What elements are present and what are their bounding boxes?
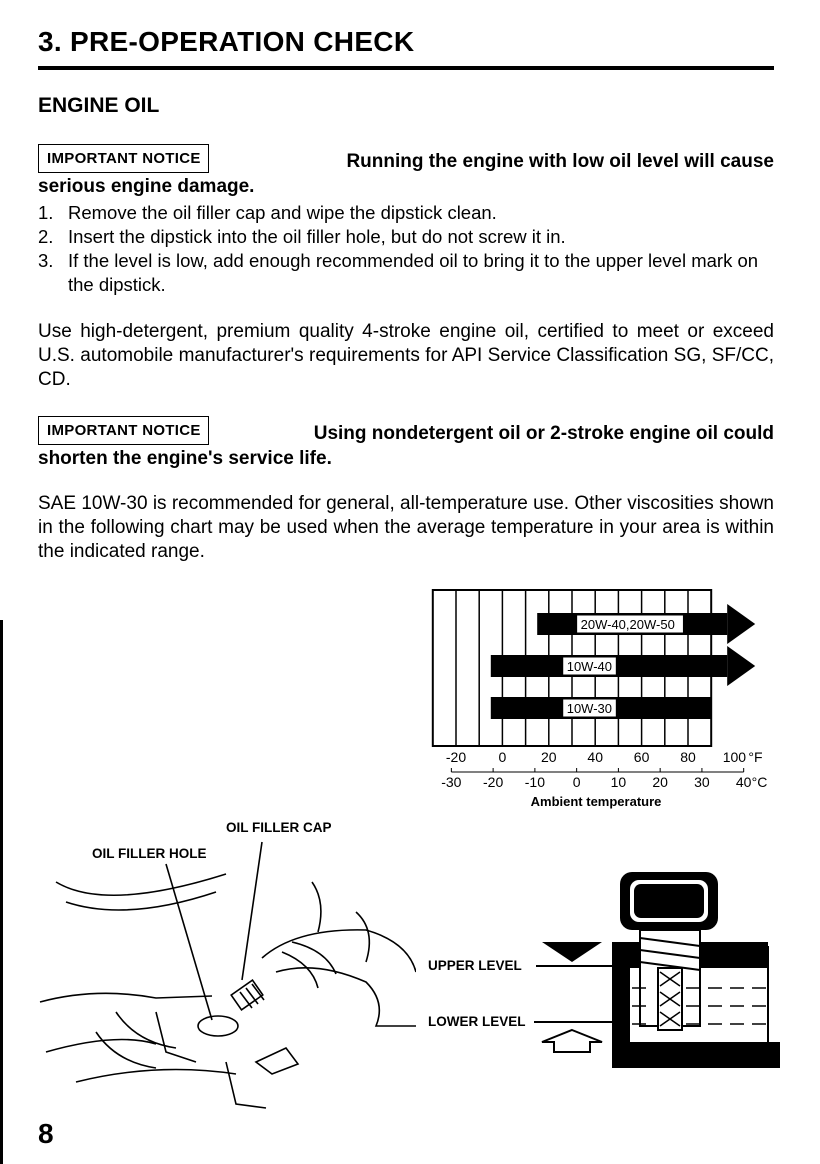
oil-filler-figure bbox=[36, 812, 416, 1112]
oil-spec-paragraph: Use high-detergent, premium quality 4-stroke engine oil, certified to meet or exceed U.S. automobile manufacturer's requirements for API Service Classification SG, SF/CC, CD. bbox=[38, 321, 774, 390]
c-tick-label: 30 bbox=[694, 774, 710, 790]
list-item: 2. Insert the dipstick into the oil filler hole, but do not screw it in. bbox=[38, 226, 566, 247]
c-unit-label: °C bbox=[751, 774, 768, 790]
viscosity-chart-svg bbox=[420, 580, 780, 812]
lower-level-label: LOWER LEVEL bbox=[428, 1014, 526, 1029]
notice-2 bbox=[38, 416, 774, 446]
important-notice-badge: IMPORTANT NOTICE bbox=[38, 144, 209, 173]
c-tick-label: 40 bbox=[735, 774, 752, 790]
f-tick-label: 80 bbox=[680, 749, 696, 765]
important-notice-badge: IMPORTANT NOTICE bbox=[38, 416, 209, 445]
f-unit-label: °F bbox=[748, 749, 763, 765]
c-tick-label: -10 bbox=[524, 774, 545, 790]
upper-level-arrow bbox=[542, 942, 602, 962]
notice-1-text-second: serious engine damage. bbox=[38, 176, 255, 197]
list-item: 3. If the level is low, add enough recommended oil to bring it to the upper level mark on the dipstick. bbox=[38, 250, 759, 295]
notice-1 bbox=[38, 144, 774, 174]
dipstick-drawing bbox=[534, 872, 780, 1068]
engine-drawing bbox=[40, 842, 416, 1108]
f-tick-label: -20 bbox=[445, 749, 467, 765]
dipstick-illustration bbox=[420, 846, 780, 1076]
bar-label: 10W-30 bbox=[566, 701, 613, 716]
lower-level-arrow bbox=[542, 1030, 602, 1052]
section-title: ENGINE OIL bbox=[38, 94, 160, 117]
title-rule bbox=[38, 66, 774, 70]
f-tick-label: 100 bbox=[722, 749, 747, 765]
page-number: 8 bbox=[38, 1118, 54, 1149]
oil-filler-cap-label: OIL FILLER CAP bbox=[226, 820, 332, 835]
steps-list bbox=[38, 201, 778, 297]
cap-leader-line bbox=[242, 842, 262, 980]
scan-edge bbox=[0, 620, 3, 1164]
x-axis-label: Ambient temperature bbox=[530, 794, 662, 809]
sae-paragraph: SAE 10W-30 is recommended for general, all-temperature use. Other viscosities shown in the following chart may be used when the average temperature in your area is within the indicated range. bbox=[38, 493, 774, 562]
f-tick-label: 60 bbox=[633, 749, 650, 765]
notice-2-text-second: shorten the engine's service life. bbox=[38, 448, 332, 469]
bar-label: 10W-40 bbox=[566, 659, 613, 674]
page-title: 3. PRE-OPERATION CHECK bbox=[38, 26, 415, 57]
list-item: 1. Remove the oil filler cap and wipe the dipstick clean. bbox=[38, 202, 497, 223]
c-tick-label: 20 bbox=[652, 774, 668, 790]
c-tick-label: -30 bbox=[441, 774, 462, 790]
f-tick-label: 20 bbox=[541, 749, 557, 765]
c-tick-label: 0 bbox=[572, 774, 581, 790]
dipstick-figure bbox=[420, 846, 780, 1076]
c-tick-label: -20 bbox=[483, 774, 504, 790]
bar-arrow bbox=[727, 604, 755, 644]
notice-1-text-first: Running the engine with low oil level will cause bbox=[346, 151, 774, 172]
f-tick-label: 0 bbox=[498, 749, 507, 765]
upper-level-label: UPPER LEVEL bbox=[428, 958, 522, 973]
oil-filler-hole-label: OIL FILLER HOLE bbox=[92, 846, 207, 861]
bar-label: 20W-40,20W-50 bbox=[580, 617, 675, 632]
notice-2-text-first: Using nondetergent oil or 2-stroke engine oil could bbox=[313, 423, 774, 444]
bar-arrow bbox=[727, 646, 755, 686]
viscosity-chart bbox=[420, 580, 780, 812]
c-tick-label: 10 bbox=[610, 774, 627, 790]
f-tick-label: 40 bbox=[587, 749, 603, 765]
engine-illustration bbox=[36, 812, 416, 1112]
